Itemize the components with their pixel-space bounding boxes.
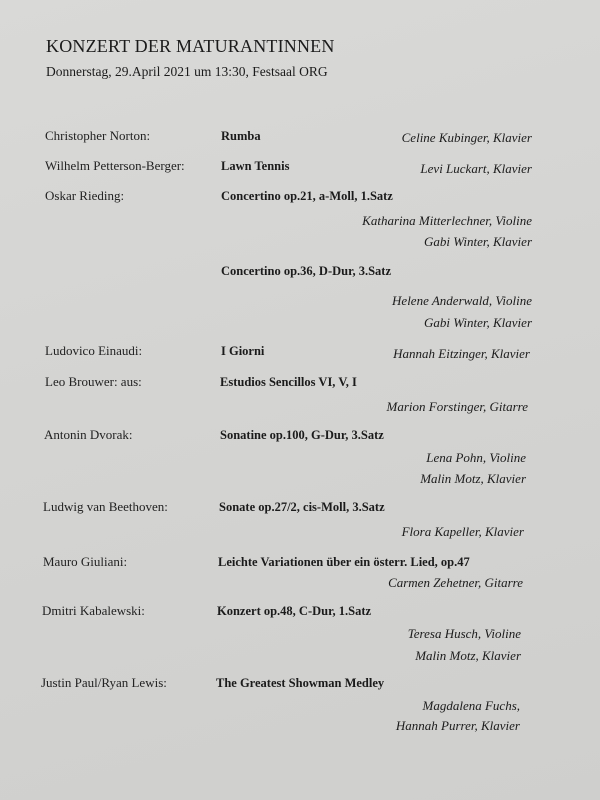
piece-title: Estudios Sencillos VI, V, I	[220, 375, 357, 389]
performer: Lena Pohn, Violine	[426, 450, 526, 465]
composer-name: Mauro Giuliani:	[43, 554, 128, 569]
performer: Magdalena Fuchs,	[422, 698, 520, 713]
composer-name: Justin Paul/Ryan Lewis:	[41, 675, 167, 690]
performer: Hannah Eitzinger, Klavier	[393, 346, 530, 361]
performer: Flora Kapeller, Klavier	[401, 524, 524, 539]
composer-name: Antonin Dvorak:	[44, 427, 133, 442]
piece-title: Sonate op.27/2, cis-Moll, 3.Satz	[219, 500, 385, 514]
performer: Celine Kubinger, Klavier	[401, 130, 532, 145]
performer: Marion Forstinger, Gitarre	[386, 399, 528, 414]
piece-title: Rumba	[221, 129, 261, 143]
piece-title: Concertino op.21, a-Moll, 1.Satz	[221, 189, 393, 203]
performer: Hannah Purrer, Klavier	[395, 718, 520, 733]
piece-title: Concertino op.36, D-Dur, 3.Satz	[221, 264, 392, 278]
performer: Malin Motz, Klavier	[420, 471, 526, 486]
performer: Teresa Husch, Violine	[407, 626, 521, 641]
performer: Katharina Mitterlechner, Violine	[362, 213, 532, 228]
piece-title: Konzert op.48, C-Dur, 1.Satz	[217, 604, 372, 618]
composer-name: Wilhelm Petterson-Berger:	[45, 158, 185, 173]
performer: Malin Motz, Klavier	[415, 648, 521, 663]
piece-title: Lawn Tennis	[221, 159, 290, 173]
composer-name: Christopher Norton:	[45, 128, 151, 143]
composer-name: Leo Brouwer: aus:	[45, 374, 142, 389]
piece-title: I Giorni	[221, 344, 265, 358]
piece-title: Leichte Variationen über ein österr. Lied, op.47	[218, 555, 470, 569]
composer-name: Ludwig van Beethoven:	[43, 499, 168, 514]
performer: Gabi Winter, Klavier	[424, 234, 532, 249]
piece-title: The Greatest Showman Medley	[216, 676, 385, 690]
composer-name: Oskar Rieding:	[45, 188, 125, 203]
page-title: KONZERT DER MATURANTINNEN	[46, 36, 335, 56]
performer: Carmen Zehetner, Gitarre	[388, 575, 523, 590]
page-subtitle: Donnerstag, 29.April 2021 um 13:30, Festsaal ORG	[46, 64, 328, 79]
performer: Helene Anderwald, Violine	[392, 293, 532, 308]
piece-title: Sonatine op.100, G-Dur, 3.Satz	[220, 428, 384, 442]
performer: Gabi Winter, Klavier	[424, 315, 532, 330]
performer: Levi Luckart, Klavier	[420, 161, 532, 176]
composer-name: Dmitri Kabalewski:	[42, 603, 145, 618]
composer-name: Ludovico Einaudi:	[45, 343, 143, 358]
